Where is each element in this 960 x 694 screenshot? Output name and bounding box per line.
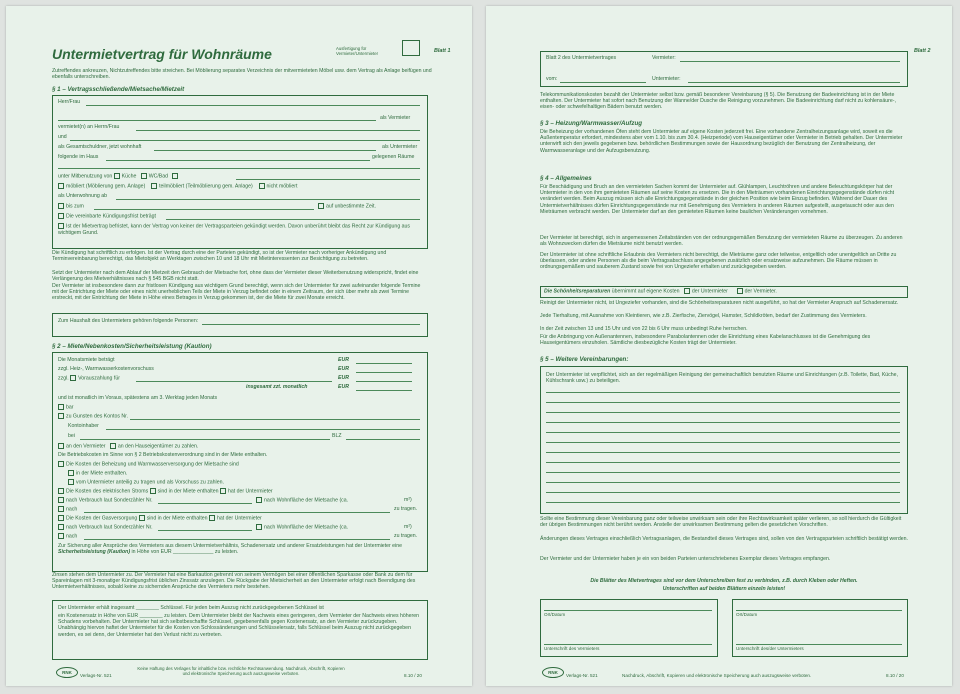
tenant-name-2-field[interactable] <box>70 140 420 141</box>
agreement-line-11[interactable] <box>546 492 900 493</box>
tenant-name-field[interactable] <box>136 130 420 131</box>
power-included-checkbox[interactable] <box>150 488 156 494</box>
und-label: und <box>58 134 67 140</box>
power-area-option: nach Wohnfläche der Mietsache (ca. <box>256 497 348 504</box>
copies-text: Der Vermieter und der Untermieter haben je ein von beiden Parteien unterschriebenes Exemplar dieses Vertrages empfangen. <box>540 556 831 562</box>
gas-checkbox[interactable] <box>58 515 64 521</box>
footer-right: 8.10 / 20 <box>404 673 422 678</box>
section-1-heading: § 1 – Vertragsschließende/Mietsache/Mietzeit <box>52 86 185 93</box>
betriebskosten-text: Die Betriebskosten im Sinne von § 2 Betriebskostenverordnung sind in der Miete enthalten. <box>58 452 268 458</box>
eur-1: EUR <box>338 357 349 363</box>
prepayment-checkbox[interactable] <box>70 375 76 381</box>
contract-page-1 <box>6 6 472 686</box>
house-field[interactable] <box>106 160 370 161</box>
gas-other-option: nach <box>58 533 77 540</box>
gas-other-checkbox[interactable] <box>58 533 64 539</box>
monatsmiete-label: Die Monatsmiete beträgt <box>58 357 115 363</box>
gas-area-checkbox[interactable] <box>256 524 262 530</box>
account-checkbox[interactable] <box>58 413 64 419</box>
agreement-line-8[interactable] <box>546 462 900 463</box>
eur-4: EUR <box>338 384 349 390</box>
eur-2: EUR <box>338 366 349 372</box>
gas-area-option: nach Wohnfläche der Mietsache (ca. <box>256 524 348 531</box>
power-meter-checkbox[interactable] <box>58 497 64 503</box>
rooms-field[interactable] <box>58 168 420 169</box>
section-5-heading: § 5 – Weitere Vereinbarungen: <box>540 356 629 363</box>
header-tenant-field[interactable] <box>688 82 900 83</box>
vermietet-an-label: vermietet(n) an Herrn/Frau <box>58 124 120 130</box>
landlord-name-field[interactable] <box>86 105 420 106</box>
tenant-place-date-field[interactable] <box>736 610 902 611</box>
wc-checkbox[interactable] <box>141 173 147 179</box>
folgende-label: folgende im Haus <box>58 154 99 160</box>
copy-label: Ausfertigung für Vermieter/Untermieter <box>336 46 379 56</box>
blz-field[interactable] <box>346 439 420 440</box>
gas-option: Die Kosten der Gasversorgung sind in der Miete enthalten hat der Untermieter <box>58 515 262 522</box>
gas-meter-option: nach Verbrauch laut Sonderzähler Nr. <box>58 524 153 531</box>
agreement-line-7[interactable] <box>546 452 900 453</box>
blz-label: BLZ <box>332 433 342 439</box>
household-field[interactable] <box>202 324 420 325</box>
section-4-heading: § 4 – Allgemeines <box>540 175 592 182</box>
publisher-logo: RNK <box>542 667 564 678</box>
contract-page-2 <box>486 6 952 686</box>
landlord-signature-field[interactable] <box>544 644 712 645</box>
landlord-address-field[interactable] <box>58 120 376 121</box>
start-date-field[interactable] <box>116 199 420 200</box>
heating-amount-field[interactable] <box>356 372 412 373</box>
power-meter-option: nach Verbrauch laut Sonderzähler Nr. <box>58 497 153 504</box>
power-other-checkbox[interactable] <box>58 506 64 512</box>
als-vermieter-label: als Vermieter <box>380 115 411 121</box>
repairs-landlord-checkbox[interactable] <box>737 288 743 294</box>
voraus-label: zzgl. Vorauszahlung für <box>58 375 120 382</box>
heating-included-checkbox[interactable] <box>68 470 74 476</box>
kuendigungsfrist-label: Die vereinbarte Kündigungsfrist beträgt <box>58 213 156 220</box>
power-tenant-checkbox[interactable] <box>220 488 226 494</box>
repairs-tenant-checkbox[interactable] <box>684 288 690 294</box>
gas-meter-field[interactable] <box>158 530 252 531</box>
furnished-checkbox[interactable] <box>58 183 64 189</box>
page-title: Untermietvertrag für Wohnräume <box>52 46 272 62</box>
heating-checkbox[interactable] <box>58 461 64 467</box>
ort-datum-label-1: Ort/Datum <box>544 612 566 617</box>
heating-tenant-checkbox[interactable] <box>68 479 74 485</box>
binder-icon <box>402 40 420 56</box>
als-untermieter-label: als Untermieter <box>382 144 418 150</box>
bei-label: bei <box>68 433 75 439</box>
footer-left: Verlags-Nr. 521 <box>566 673 598 678</box>
total-amount-field[interactable] <box>356 390 412 391</box>
power-other-field[interactable] <box>84 512 390 513</box>
section-4-text-2: Der Vermieter ist berechtigt, sich in angemessenen Zeitabständen von der ordnungsgemäßen Benutzung der vermieteten Räume zu überzeugen. Zu anderen als Wohnzwecken dürfen die Mieträume nicht benutzt werden. <box>540 235 903 248</box>
rent-amount-field[interactable] <box>356 363 412 364</box>
gelegenen-label: gelegenen Räume <box>372 154 415 160</box>
unfurnished-checkbox[interactable] <box>259 183 265 189</box>
cash-checkbox[interactable] <box>58 404 64 410</box>
bis-zum-label: bis zum <box>58 203 84 210</box>
herr-frau-label: Herr/Frau <box>58 99 81 105</box>
zu-tragen-2: zu tragen. <box>394 533 418 539</box>
haushalt-label: Zum Haushalt des Untermieters gehören folgende Personen: <box>58 318 199 324</box>
end-date-field[interactable] <box>94 209 314 210</box>
gas-tenant-checkbox[interactable] <box>209 515 215 521</box>
other-checkbox[interactable] <box>172 173 178 179</box>
tenant-signature-label: Unterschrift des/der Untermieters <box>736 646 804 651</box>
repairs-line: Die Schönheitsreparaturen übernimmt auf eigene Kosten der Untermieter der Vermieter. <box>544 288 777 295</box>
ort-datum-label-2: Ort/Datum <box>736 612 758 617</box>
footer-right: 8.10 / 20 <box>886 673 904 678</box>
kitchen-checkbox[interactable] <box>114 173 120 179</box>
landlord-signature-label: Unterschrift des Vermieters <box>544 646 600 651</box>
para-1: Die Kündigung hat schriftlich zu erfolgen. Ist der Vertrag durch eine der Parteien gekündigt, so ist der Vermieter nach vorheriger Ankündigung und Terminvereinbarung berechtigt, das Mietobjekt an Werktagen zwischen 10 und 18 Uhr mit Mietinteressenten zur Besichtigung zu betreten. <box>52 250 387 263</box>
vom-untermieter-option: vom Untermieter anteilig zu tragen und als Vorschuss zu zahlen. <box>68 479 224 486</box>
heiz-label: zzgl. Heiz-, Warmwasserkostenvorschuss <box>58 366 154 372</box>
account-number-field[interactable] <box>130 419 420 420</box>
section-3-heading: § 3 – Heizung/Warmwasser/Aufzug <box>540 120 643 127</box>
sheet-label: Blatt 2 <box>914 48 931 54</box>
publisher-logo: RNK <box>56 667 78 678</box>
strom-option: Die Kosten des elektrischen Stroms sind in der Miete enthalten hat der Untermieter <box>58 488 273 495</box>
intro-text: Zutreffendes ankreuzen, Nichtzutreffendes bitte streichen. Bei Möblierung separates Verzeichnis der mitvermieteten Möbel usw. dem Vertrag als Anlage beifügen und ebenfalls unterschreiben. <box>52 68 432 81</box>
section-4-text-4: Reinigt der Untermieter nicht, ist Ungeziefer vorhanden, sind die Schönheitsreparaturen nicht ausgeführt, so hat der Vermieter Anspruch auf Schadenersatz. <box>540 300 899 306</box>
landlord-place-date-field[interactable] <box>544 610 712 611</box>
kontoinhaber-label: Kontoinhaber <box>68 423 99 429</box>
severability-text: Sollte eine Bestimmung dieser Vereinbarung ganz oder teilweise unwirksam sein oder ihre Rechtswirksamkeit später verlieren, so soll hierdurch die Gültigkeit der übrigen Bestimmungen nicht berührt werden. Anstelle der unwirksamen Bestimmung gelten die gesetzlichen Vorschriften. <box>540 516 902 529</box>
agreement-line-10[interactable] <box>546 482 900 483</box>
power-area-checkbox[interactable] <box>256 497 262 503</box>
gas-meter-checkbox[interactable] <box>58 524 64 530</box>
power-other-option: nach <box>58 506 77 513</box>
fixed-term-note: Ist der Mietvertrag befristet, kann der Vertrag von keiner der Vertragsparteien gekündigt werden. Davon unberührt bleibt das Recht zur Kündigung aus wichtigem Grund. <box>58 223 411 236</box>
fixed-term-checkbox[interactable] <box>58 203 64 209</box>
blatt2-label: Blatt 2 des Untermietvertrages <box>546 55 617 61</box>
agreement-line-5[interactable] <box>546 432 900 433</box>
keys-line-1: Der Untermieter erhält insgesamt ________ Schlüssel. Für jeden beim Auszug nicht zurückgegebenen Schlüssel ist <box>58 605 324 611</box>
gesamtschuldner-label: als Gesamtschuldner, jetzt wohnhaft <box>58 144 142 150</box>
binding-notice: Die Blätter des Mietvertrages sind vor dem Unterschreiben fest zu verbinden, z.B. durch Kleben oder Heften. <box>590 578 858 584</box>
pay-landlord-checkbox[interactable] <box>58 443 64 449</box>
unterwohnung-label: als Unterwohnung ab <box>58 193 108 199</box>
notice-checkbox[interactable] <box>58 213 64 219</box>
footer-mid: Keine Haftung des Verlages für inhaltliche bzw. rechtliche Rechtsanwendung. Nachdruck, Abschrift, Kopieren und elektronische Speicherung auch auszugsweise verboten. <box>137 666 345 676</box>
power-checkbox[interactable] <box>58 488 64 494</box>
section-4-text-5: Jede Tierhaltung, mit Ausnahme von Kleintieren, wie z.B. Zierfische, Ziervögel, Hamster, Schildkröten, bedarf der Zustimmung des Vermieters. <box>540 313 867 319</box>
sheet-label: Blatt 1 <box>434 48 451 54</box>
tenant-address-field[interactable] <box>154 150 376 151</box>
untermieter-label: Untermieter: <box>652 76 681 82</box>
household-box <box>52 313 428 337</box>
section-4-text-6: In der Zeit zwischen 13 und 15 Uhr und von 22 bis 6 Uhr muss unbedingt Ruhe herrschen. <box>540 326 748 332</box>
amendments-text: Änderungen dieses Vertrages einschließlich Vertragsanlagen, die Bestandteil dieses Vertrages sind, sollen von den Vertragsparteien schriftlich bestätigt werden. <box>540 536 908 542</box>
monatlich-label: und ist monatlich im Voraus, spätestens am 3. Werktag jeden Monats <box>58 395 218 401</box>
signature-notice: Unterschriften auf beiden Blättern einzeln leisten! <box>662 586 786 592</box>
keys-text: ein Kostenersatz in Höhe von EUR ________ zu leisten. Dem Untermieter bleibt der Nachweis eines geringeren, dem Vermieter der Nachweis eines höheren Schadens vorbehalten. Der Untermieter hat sich selbstbeschaffte Schlüssel, gegebenenfalls gegen Kostenersatz, an den Vermieter zurückzugeben. Unabhängig hiervon haftet der Untermieter für die Kosten von Schlossänderungen und Schlüsselersatz, falls Schlüssel beim Auszug nicht zurückgegeben werden, es sei denn, der Untermieter hat den Verlust nicht zu vertreten. <box>58 613 420 638</box>
bar-option: bar <box>58 404 74 411</box>
gas-included-checkbox[interactable] <box>139 515 145 521</box>
zu-tragen-1: zu tragen. <box>394 506 418 512</box>
unbestimmte-label: auf unbestimmte Zeit. <box>318 203 376 210</box>
section-4-text-7: Für die Anbringung von Außenantennen, insbesondere Parabolantennen oder die Einrichtung eines Kabelanschlusses ist die Genehmigung des Hauseigentümers einzuholen. Sämtliche diesbezügliche Kosten trägt der Untermieter. <box>540 334 871 347</box>
insgesamt-label: insgesamt zzt. monatlich <box>246 384 308 390</box>
power-meter-field[interactable] <box>158 503 252 504</box>
section-4-text-3: Der Untermieter ist ohne schriftliche Erlaubnis des Vermieters nicht berechtigt, die Mieträume ganz oder teilweise, entgeltlich oder unentgeltlich an Dritte zu überlassen, oder andere Personen als die beim Vertragsabschluss angegebenen zusätzlich oder ersatzweise aufzunehmen. Die Räume müssen in ordnungsgemäßem und sauberem Zustand sowie frei von Ungeziefer erhalten und zurückgegeben werden. <box>540 252 897 271</box>
prepayment-field[interactable] <box>136 381 332 382</box>
gas-other-field[interactable] <box>84 539 390 540</box>
header-landlord-field[interactable] <box>680 61 900 62</box>
fixed-term-note-checkbox[interactable] <box>58 223 64 229</box>
pay-owner-checkbox[interactable] <box>110 443 116 449</box>
m2-label-2: m²) <box>404 524 412 530</box>
section-2-heading: § 2 – Miete/Nebenkosten/Sicherheitsleistung (Kaution) <box>52 343 212 350</box>
agreement-line-3[interactable] <box>546 412 900 413</box>
agreement-line-6[interactable] <box>546 442 900 443</box>
mitbenutzung-field[interactable] <box>236 179 420 180</box>
tenant-signature-field[interactable] <box>736 644 902 645</box>
agreement-line-9[interactable] <box>546 472 900 473</box>
header-date-field[interactable] <box>560 82 646 83</box>
eur-3: EUR <box>338 375 349 381</box>
konto-option: zu Gunsten des Kontos Nr. <box>58 413 128 420</box>
agreement-line-12[interactable] <box>546 502 900 503</box>
in-miete-option: in der Miete enthalten. <box>68 470 127 477</box>
mitbenutzung-label: unter Mitbenutzung von Küche WC/Bad <box>58 173 180 180</box>
account-holder-field[interactable] <box>106 429 420 430</box>
notice-period-field[interactable] <box>166 219 420 220</box>
section-3-text: Die Beheizung der vorhandenen Öfen steht dem Untermieter auf eigene Kosten jederzeit frei. Eine vorhandene Zentralheizungsanlage wird, soweit es die Außentemperatur erfordert, mindestens aber vom 1.10. bis zum 30.4. (Heizperiode) vom Hauseigentümer oder Vermieter in Betrieb gehalten. Der Untermieter unterwirft sich den jeweils gegebenen bzw. behördlichen Bestimmungen sowie der Hausordnung bezüglich der Benutzung der Zentralheizung, der Warmwasseranlage und der Aufzugsbenutzung. <box>540 129 903 154</box>
footer-left: Verlags-Nr. 521 <box>80 673 112 678</box>
para-2: Setzt der Untermieter nach dem Ablauf der Mietzeit den Gebrauch der Mietsache fort, ohne dass der Vermieter dieser Weiterbenutzung widerspricht, findet eine Verlängerung des Mietverhältnisses nach § 545 BGB nicht statt. <box>52 270 419 283</box>
heizung-option: Die Kosten der Beheizung und Warmwasserversorgung der Mietsache sind <box>58 461 239 468</box>
section-5-text: Der Untermieter ist verpflichtet, sich an der regelmäßigen Reinigung der gemeinschaftlich benutzten Räume und Einrichtungen (z.B. Toilette, Bad, Küche, Kühlschrank usw.) zu beteiligen. <box>546 372 898 385</box>
bank-field[interactable] <box>80 439 330 440</box>
para-3: Der Vermieter ist insbesondere dann zur fristlosen Kündigung aus wichtigem Grund berechtigt, wenn sich der Untermieter für zwei aufeinander folgende Termine mit der Entrichtung der Miete oder eines nicht unerheblichen Teils der Miete in Verzug befindet oder in einem Zeitraum, der sich über mehr als zwei Termine erstreckt, mit der Entrichtung der Miete in Höhe eines Betrages in Verzug gekommen ist, der die Miete für zwei Monate erreicht. <box>52 283 421 302</box>
furnishing-options: möbliert (Möblierung gem. Anlage) teilmöbliert (Teilmöblierung gem. Anlage) nicht möbliert <box>58 183 297 190</box>
vermieter-label: Vermieter: <box>652 55 676 61</box>
kaution-text: Zur Sicherung aller Ansprüche des Vermieters aus diesem Untermietverhältnis, Schadenersatz und anderer Ersatzleistungen hat der Untermieter eine Sicherheitsleistung (Kaution) in Höhe von EUR ______________ zu leisten. <box>58 543 402 556</box>
agreement-line-1[interactable] <box>546 392 900 393</box>
m2-label-1: m²) <box>404 497 412 503</box>
payee-options: an den Vermieter an den Hauseigentümer zu zahlen. <box>58 443 198 450</box>
prepayment-amount-field[interactable] <box>356 381 412 382</box>
agreement-line-4[interactable] <box>546 422 900 423</box>
indefinite-checkbox[interactable] <box>318 203 324 209</box>
telekom-text: Telekommunikationskosten bezahlt der Untermieter selbst bzw. gemäß besonderer Vereinbarung (§ 5). Die Benutzung der Badeeinrichtung ist in der Miete enthalten. Der Untermieter hat sofort nach Benutzung der Wanne/der Dusche die Reinigung vorzunehmen. Die Badeeinrichtung darf nicht zu kohlensäure-, eisen- oder schwefelhaltigen Bädern benutzt werden. <box>540 92 896 111</box>
zinsen-text: Zinsen stehen dem Untermieter zu. Der Vermieter hat eine Barkaution getrennt von seinem Vermögen bei einer öffentlichen Sparkasse oder Bank zu dem für Spareinlagen mit 3-monatiger Kündigungsfrist üblichen Zinssatz anzulegen. Die Rückgabe der Mietsicherheit an den Untermieter erfolgt nach Beendigung des Untermietverhältnisses, sobald keine zu sichernden Ansprüche des Vermieters mehr bestehen. <box>52 572 416 591</box>
agreement-line-2[interactable] <box>546 402 900 403</box>
vom-label: vom: <box>546 76 558 82</box>
partly-furnished-checkbox[interactable] <box>151 183 157 189</box>
section-4-text-1: Für Beschädigung und Bruch an den vermieteten Sachen kommt der Untermieter auf. Glühlampen, Leuchtröhren und andere Beleuchtungskörper hat der Untermieter in den von ihm gemieteten Räumen auf seine Kosten zu ersetzen. Die in den Mieträumen vorhandenen Einrichtungsgegenstände dürfen nicht verändert werden. Beim Auszug müssen sich alle Einrichtungsgegenstände in der gleichen Position wie beim Einzug befinden. Während der Dauer des Untermietverhältnisses dürfen Einrichtungsgegenstände nur mit Genehmigung des Vermieters in anderen Räumen aufgestellt, ausgetauscht oder aus den Mieträumen verbracht werden. Der Untermieter darf an den gemieteten Räumen keine baulichen Veränderungen vornehmen. <box>540 184 895 215</box>
footer-mid: Nachdruck, Abschrift, Kopieren und elektronische Speicherung auch auszugsweise verboten. <box>622 673 812 678</box>
